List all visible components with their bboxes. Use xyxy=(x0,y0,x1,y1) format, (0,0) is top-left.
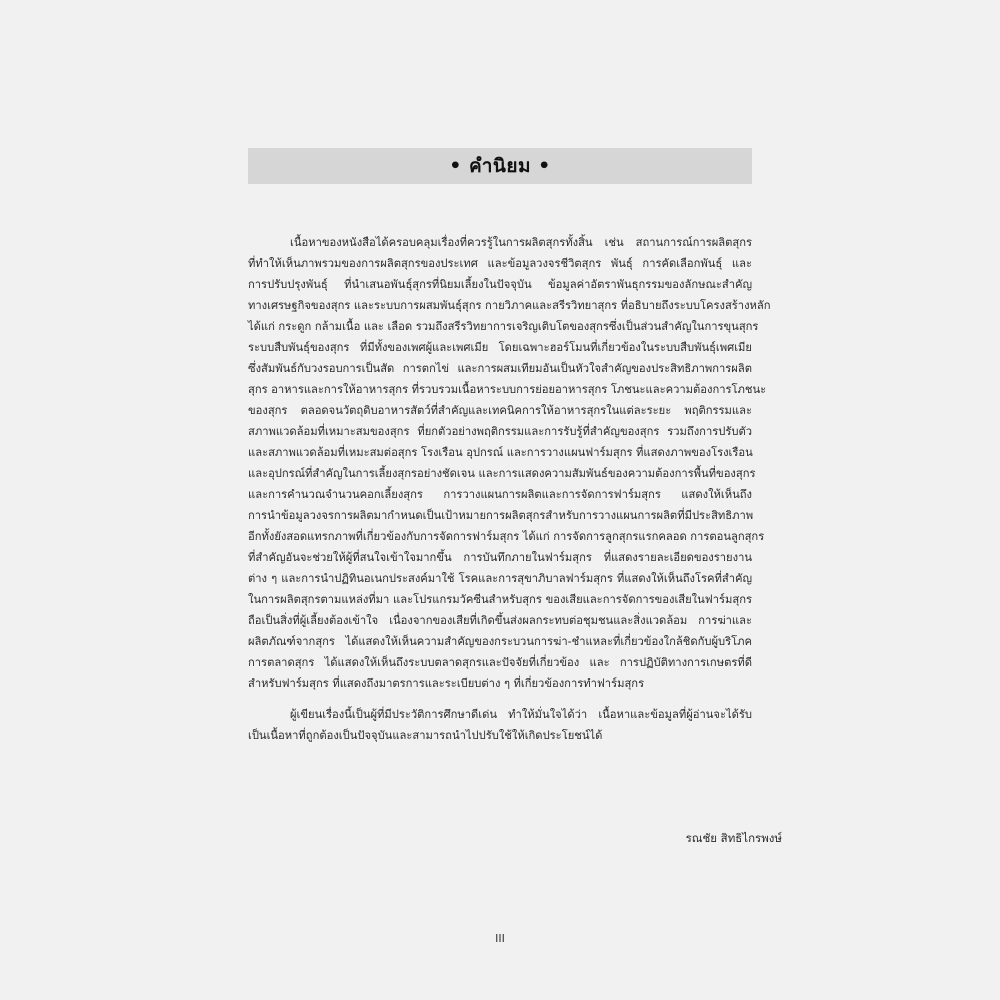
text-line: ผลิตภัณฑ์จากสุกร ได้แสดงให้เห็นความสำคัญของกระบวนการฆ่า-ชำแหละที่เกี่ยวข้องใกล้ชิดกับผู้บริโภค xyxy=(248,635,752,648)
text-line: สำหรับฟาร์มสุกร ที่แสดงถึงมาตรการและระเบียบต่าง ๆ ที่เกี่ยวข้องการทำฟาร์มสุกร xyxy=(248,677,645,690)
paragraph-2 xyxy=(248,704,752,746)
text-line: ผู้เขียนเรื่องนี้เป็นผู้ที่มีประวัติการศึกษาดีเด่น ทำให้มั่นใจได้ว่า เนื้อหาและข้อมูลที่ผู้อ่านจะได้รับ xyxy=(290,708,752,721)
text-line: และสภาพแวดล้อมที่เหมะสมต่อสุกร โรงเรือน อุปกรณ์ และการวางแผนฟาร์มสุกร ที่แสดงภาพของโรงเรือน xyxy=(248,446,753,459)
text-line: สุกร อาหารและการให้อาหารสุกร ที่รวบรวมเนื้อหาระบบการย่อยอาหารสุกร โภชนะและความต้องการโภชนะ xyxy=(248,383,767,396)
text-line: ต่าง ๆ และการนำปฏิทินอเนกประสงค์มาใช้ โรคและการสุขาภิบาลฟาร์มสุกร ที่แสดงให้เห็นถึงโรคที่สำคัญ xyxy=(248,572,752,585)
text-line: เนื้อหาของหนังสือได้ครอบคลุมเรื่องที่ควรรู้ในการผลิตสุกรทั้งสิ้น เช่น สถานการณ์การผลิตสุกร xyxy=(290,236,752,249)
paragraph-1 xyxy=(248,232,771,694)
text-line: ในการผลิตสุกรตามแหล่งที่มา และโปรแกรมวัคซีนสำหรับสุกร ของเสียและการจัดการของเสียในฟาร์มสุกร xyxy=(248,593,752,606)
title-banner xyxy=(248,148,752,184)
foreword-body xyxy=(248,232,771,746)
text-line: ซึ่งสัมพันธ์กับวงรอบการเป็นสัด การตกไข่ และการผสมเทียมอันเป็นหัวใจสำคัญของประสิทธิภาพการผลิต xyxy=(248,362,752,375)
text-line: และการคำนวณจำนวนคอกเลี้ยงสุกร การวางแผนการผลิตและการจัดการฟาร์มสุกร แสดงให้เห็นถึง xyxy=(248,488,752,501)
text-line: การตลาดสุกร ได้แสดงให้เห็นถึงระบบตลาดสุกรและปัจจัยที่เกี่ยวข้อง และ การปฏิบัติทางการเกษตรที่ดี xyxy=(248,656,752,669)
page-number: III xyxy=(495,932,505,945)
author-signature: รณชัย สิทธิไกรพงษ์ xyxy=(685,831,782,845)
text-line: ถือเป็นสิ่งที่ผู้เลี้ยงต้องเข้าใจ เนื่องจากของเสียที่เกิดขึ้นส่งผลกระทบต่อชุมชนและสิ่งแวดล้อม การฆ่าและ xyxy=(248,614,752,627)
text-line: ทางเศรษฐกิจของสุกร และระบบการผสมพันธุ์สุกร กายวิภาคและสรีรวิทยาสุกร ที่อธิบายถึงระบบโครงสร้างหลัก xyxy=(248,299,771,312)
text-line: ที่ทำให้เห็นภาพรวมของการผลิตสุกรของประเทศ และข้อมูลวงจรชีวิตสุกร พันธุ์ การคัดเลือกพันธุ์ และ xyxy=(248,257,752,270)
text-line: ที่สำคัญอันจะช่วยให้ผู้ที่สนใจเข้าใจมากขึ้น การบันทึกภายในฟาร์มสุกร ที่แสดงรายละเอียดของรายงาน xyxy=(248,551,752,564)
text-line: และอุปกรณ์ที่สำคัญในการเลี้ยงสุกรอย่างชัดเจน และการแสดงความสัมพันธ์ของความต้องการพื้นที่ของสุกร xyxy=(248,467,756,480)
text-line: การนำข้อมูลวงจรการผลิตมากำหนดเป็นเป้าหมายการผลิตสุกรสำหรับการวางแผนการผลิตที่มีประสิทธิภาพ xyxy=(248,509,754,522)
text-line: สภาพแวดล้อมที่เหมาะสมของสุกร ที่ยกตัวอย่างพฤติกรรมและการรับรู้ที่สำคัญของสุกร รวมถึงการปรับตัว xyxy=(248,425,752,438)
text-line: อีกทั้งยังสอดแทรกภาพที่เกี่ยวข้องกับการจัดการฟาร์มสุกร ได้แก่ การจัดการลูกสุกรแรกคลอด การตอนลูกสุกร xyxy=(248,530,765,543)
text-line: เป็นเนื้อหาที่ถูกต้องเป็นปัจจุบันและสามารถนำไปปรับใช้ให้เกิดประโยชน์ได้ xyxy=(248,729,603,742)
page-title: • คำนิยม • xyxy=(449,155,551,177)
text-line: การปรับปรุงพันธุ์ ที่นำเสนอพันธุ์สุกรที่นิยมเลี้ยงในปัจจุบัน ข้อมูลค่าอัตราพันธุกรรมของลักษณะสำคัญ xyxy=(248,278,752,291)
text-line: ได้แก่ กระดูก กล้ามเนื้อ และ เลือด รวมถึงสรีรวิทยาการเจริญเติบโตของสุกรซึ่งเป็นส่วนสำคัญในการขุนสุกร xyxy=(248,320,759,333)
text-line: ของสุกร ตลอดจนวัตถุดิบอาหารสัตว์ที่สำคัญและเทคนิคการให้อาหารสุกรในแต่ละระยะ พฤติกรรมและ xyxy=(248,404,752,417)
text-line: ระบบสืบพันธุ์ของสุกร ที่มีทั้งของเพศผู้และเพศเมีย โดยเฉพาะฮอร์โมนที่เกี่ยวข้องในระบบสืบพันธุ์เพศเมีย xyxy=(248,341,752,354)
